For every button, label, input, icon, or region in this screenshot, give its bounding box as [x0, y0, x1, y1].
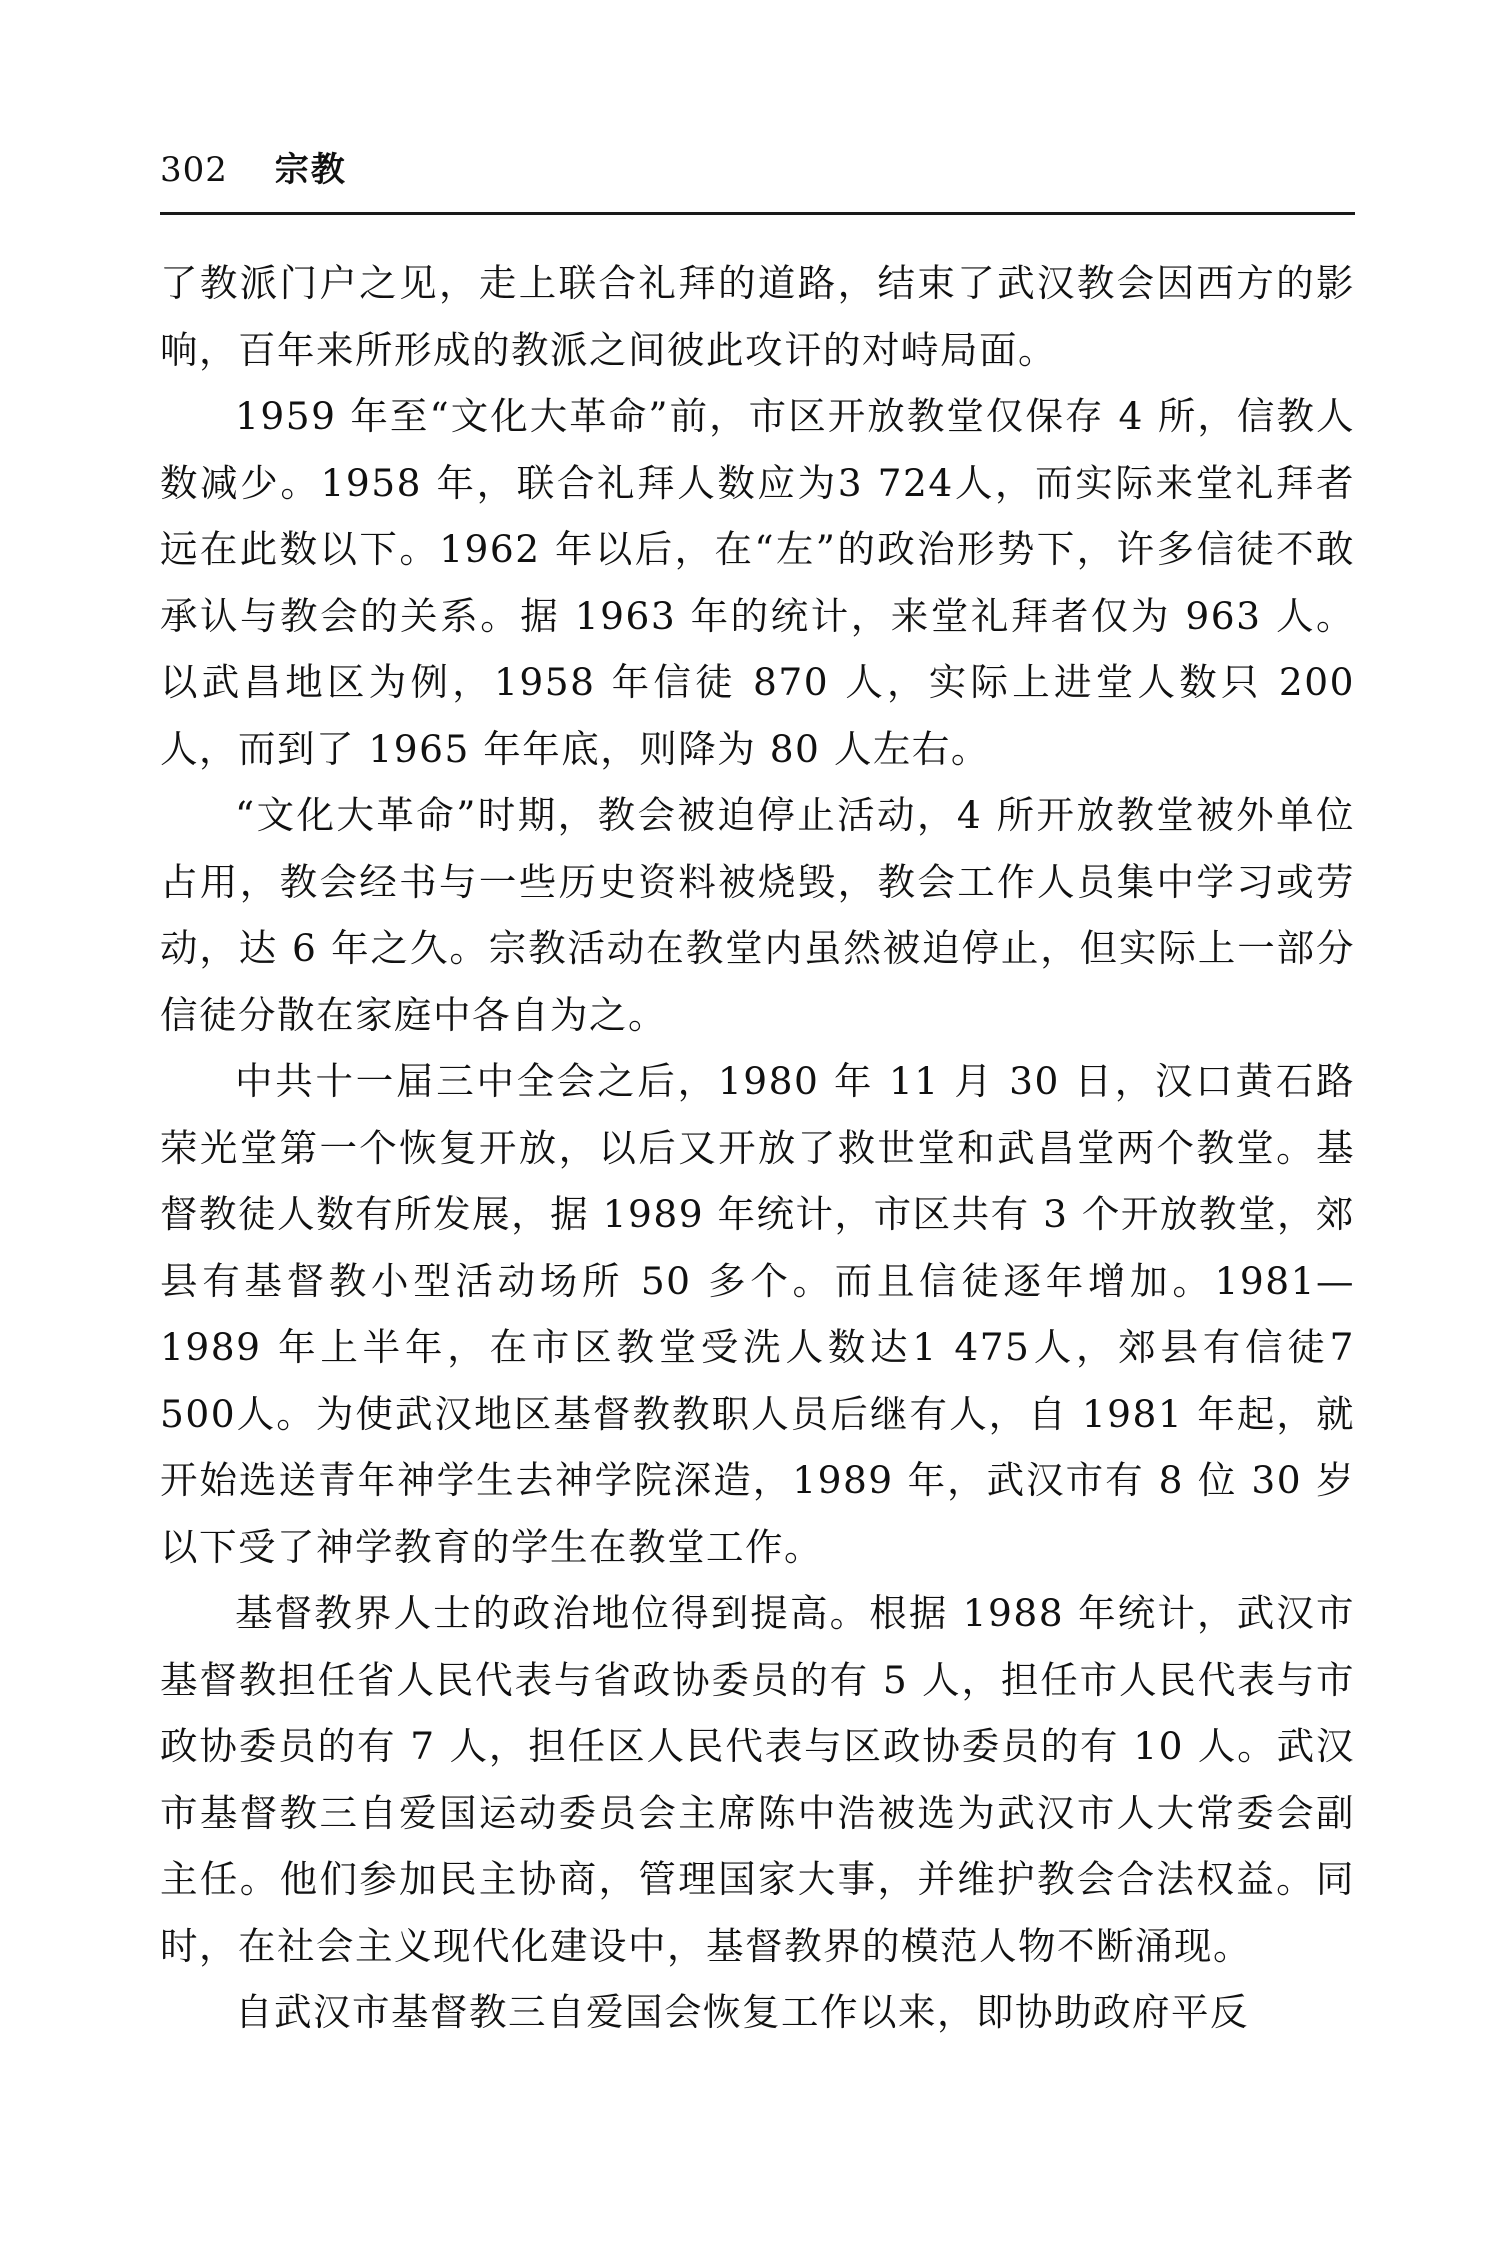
paragraph-truncated: 自武汉市基督教三自爱国会恢复工作以来，即协助政府平反 [235, 1990, 1249, 2034]
body-text [160, 250, 1355, 2046]
paragraph: 中共十一届三中全会之后，1980 年 11 月 30 日，汉口黄石路荣光堂第一个恢复开放，以后又开放了救世堂和武昌堂两个教堂。基督教徒人数有所发展，据 1989 年统计，市区共有 3 个开放教堂，郊县有基督教小型活动场所 50 多个。而且信徒逐年增加。1981—1989 年上半年，在市区教堂受洗人数达1 475人，郊县有信徒7 500人。为使武汉地区基督教教职人员后继有人，自 1981 年起，就开始选送青年神学生去神学院深造，1989 年，武汉市有 8 位 30 岁以下受了神学教育的学生在教堂工作。 [160, 1059, 1355, 1569]
page-number: 302 [160, 150, 228, 190]
running-header [160, 150, 1355, 215]
paragraph: “文化大革命”时期，教会被迫停止活动，4 所开放教堂被外单位占用，教会经书与一些历史资料被烧毁，教会工作人员集中学习或劳动，达 6 年之久。宗教活动在教堂内虽然被迫停止，但实际上一部分信徒分散在家庭中各自为之。 [160, 793, 1355, 1037]
paragraph-continued: 了教派门户之见，走上联合礼拜的道路，结束了武汉教会因西方的影响，百年来所形成的教派之间彼此攻讦的对峙局面。 [160, 261, 1355, 372]
section-title: 宗教 [274, 150, 347, 190]
paragraph: 1959 年至“文化大革命”前，市区开放教堂仅保存 4 所，信教人数减少。1958 年，联合礼拜人数应为3 724人，而实际来堂礼拜者远在此数以下。1962 年以后，在“左”的政治形势下，许多信徒不敢承认与教会的关系。据 1963 年的统计，来堂礼拜者仅为 963 人。以武昌地区为例，1958 年信徒 870 人，实际上进堂人数只 200 人，而到了 1965 年年底，则降为 80 人左右。 [160, 394, 1355, 771]
paragraph: 基督教界人士的政治地位得到提高。根据 1988 年统计，武汉市基督教担任省人民代表与省政协委员的有 5 人，担任市人民代表与市政协委员的有 7 人，担任区人民代表与区政协委员的有 10 人。武汉市基督教三自爱国运动委员会主席陈中浩被选为武汉市人大常委会副主任。他们参加民主协商，管理国家大事，并维护教会合法权益。同时，在社会主义现代化建设中，基督教界的模范人物不断涌现。 [160, 1591, 1355, 1968]
